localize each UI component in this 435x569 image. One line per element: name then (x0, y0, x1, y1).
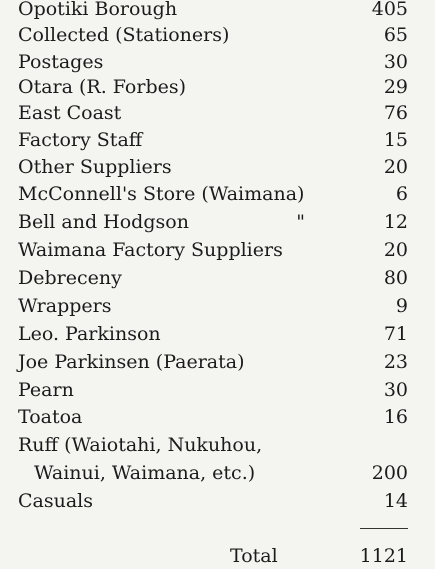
item-value: 20 (383, 239, 408, 261)
list-item (18, 128, 408, 152)
item-label: Wrappers (18, 295, 112, 317)
item-value: 76 (383, 102, 408, 124)
item-label: Pearn (18, 379, 74, 401)
list-item (18, 50, 408, 74)
list-item (18, 182, 408, 206)
item-value: 71 (383, 323, 408, 345)
item-value: 80 (383, 267, 408, 289)
item-value: 12 (383, 211, 408, 233)
item-value: 200 (371, 462, 408, 484)
item-label: Ruff (Waiotahi, Nukuhou, (18, 434, 263, 456)
list-item (18, 489, 408, 513)
item-value: 30 (383, 379, 408, 401)
item-label: Casuals (18, 490, 94, 512)
item-value: 6 (395, 183, 408, 205)
item-value: 20 (383, 156, 408, 178)
item-label: Postages (18, 51, 104, 73)
item-label: Toatoa (18, 406, 83, 428)
list-item (18, 238, 408, 262)
list-item (18, 405, 408, 429)
list-item (18, 461, 408, 485)
item-value: 14 (383, 490, 408, 512)
list-item (18, 294, 408, 318)
item-label: Bell and Hodgson (18, 211, 189, 233)
item-label: Collected (Stationers) (18, 24, 230, 46)
item-value: 405 (371, 0, 408, 20)
list-item (18, 75, 408, 99)
item-value: 30 (383, 51, 408, 73)
list-item (18, 322, 408, 346)
list-item (18, 155, 408, 179)
total-value: 1121 (359, 545, 408, 567)
item-label: McConnell's Store (Waimana) (18, 183, 305, 205)
list-item (18, 0, 408, 21)
item-label: Other Suppliers (18, 156, 172, 178)
item-value: 29 (383, 76, 408, 98)
list-item (18, 433, 408, 457)
item-label: Debreceny (18, 267, 122, 289)
item-label: Joe Parkinsen (Paerata) (18, 351, 245, 373)
total-label: Total (230, 545, 278, 567)
list-item (18, 23, 408, 47)
list-item (18, 266, 408, 290)
list-item (18, 210, 408, 234)
item-label: East Coast (18, 102, 122, 124)
item-value: 23 (383, 351, 408, 373)
item-label: Opotiki Borough (18, 0, 178, 20)
item-value: 65 (383, 24, 408, 46)
item-label: Wainui, Waimana, etc.) (34, 462, 256, 484)
total-rule (360, 528, 408, 529)
item-label: Waimana Factory Suppliers (18, 239, 283, 261)
item-value: 9 (395, 295, 408, 317)
item-label: Otara (R. Forbes) (18, 76, 187, 98)
item-value: 16 (383, 406, 408, 428)
item-label: Factory Staff (18, 129, 143, 151)
list-item (18, 378, 408, 402)
list-item (18, 101, 408, 125)
list-item (18, 350, 408, 374)
ditto-mark: " (296, 211, 305, 233)
item-label: Leo. Parkinson (18, 323, 161, 345)
total-row (18, 543, 408, 569)
item-value: 15 (383, 129, 408, 151)
